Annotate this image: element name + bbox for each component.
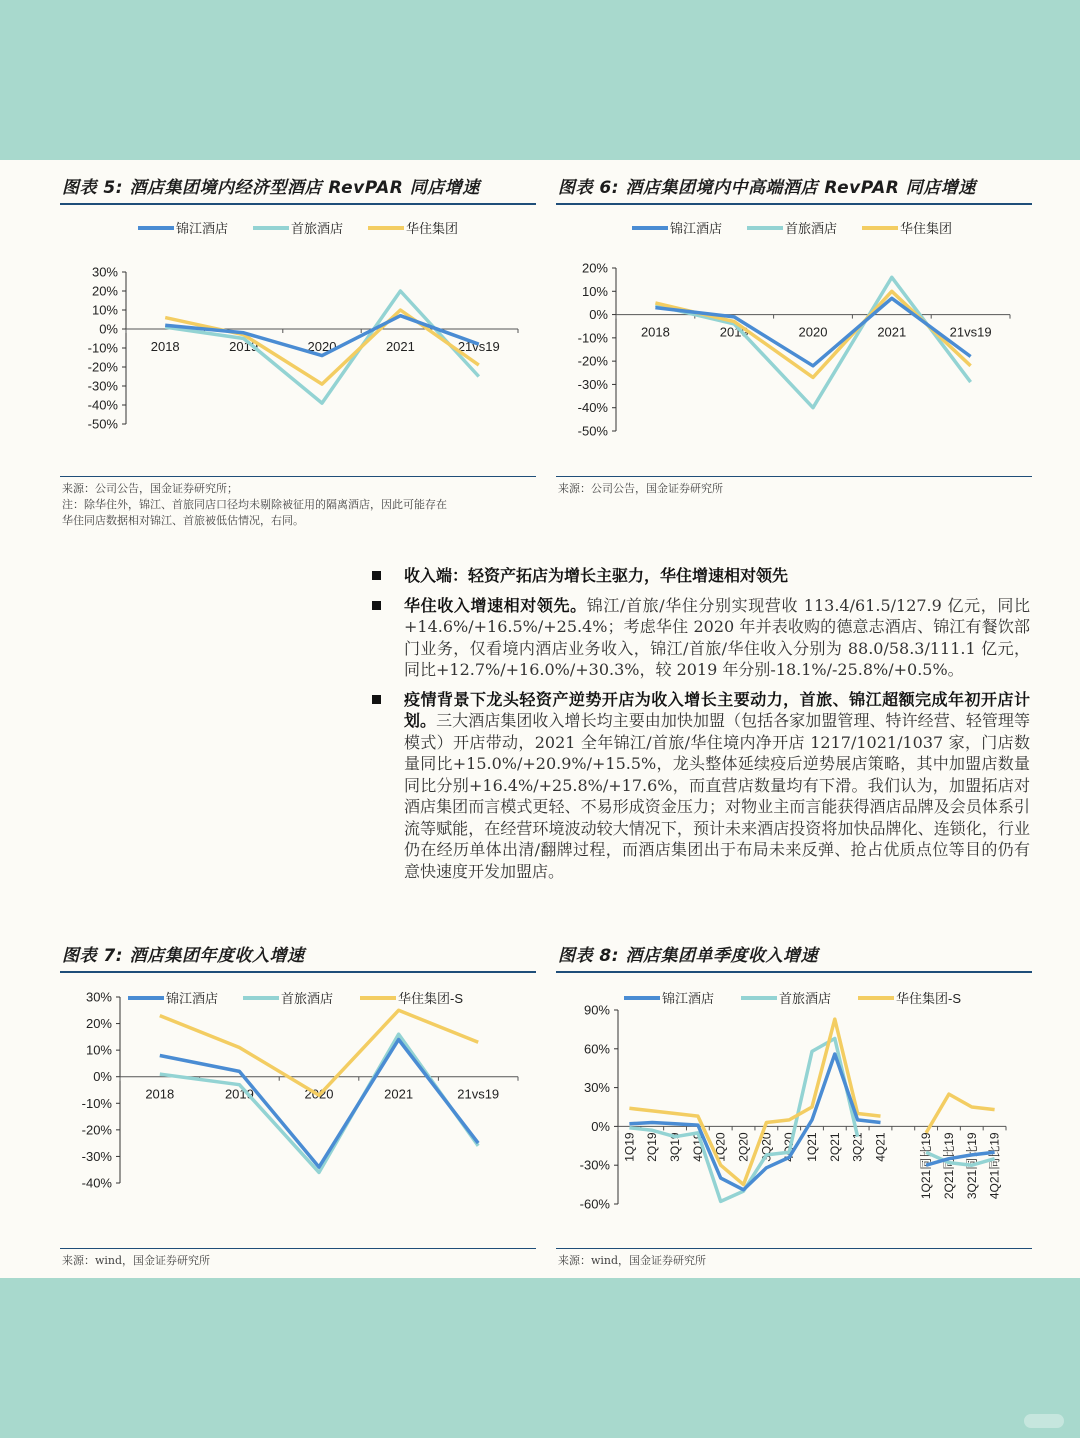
- legend-label-shoulv: 首旅酒店: [291, 221, 344, 236]
- y-tick-label: 10%: [581, 283, 608, 299]
- x-tick-label: 4Q21: [873, 1132, 888, 1162]
- fig5-bottom-rule: [60, 476, 536, 477]
- x-tick-label: 4Q19: [690, 1132, 705, 1162]
- fig6-bottom-rule: [556, 476, 1032, 477]
- y-tick-label: -10%: [87, 340, 118, 356]
- fig6-source: [558, 481, 1034, 497]
- legend-label-huazhu: 华住集团-S: [896, 991, 962, 1006]
- fig7-top-rule: [60, 971, 536, 973]
- x-tick-label: 3Q20: [759, 1132, 774, 1162]
- y-tick-label: -20%: [87, 359, 118, 375]
- fig7-title: 图表 7: 酒店集团年度收入增速: [62, 946, 305, 966]
- y-tick-label: -40%: [81, 1175, 112, 1191]
- legend-label-jinjiang: 锦江酒店: [662, 991, 715, 1006]
- legend-label-shoulv: 首旅酒店: [779, 991, 832, 1006]
- y-tick-label: 0%: [99, 321, 118, 337]
- fig6-chart: [556, 210, 1032, 475]
- x-tick-label: 4Q21同比19: [987, 1132, 1002, 1200]
- fig8-bottom-rule: [556, 1248, 1032, 1249]
- report-page: [0, 160, 1080, 1278]
- legend-label-huazhu: 华住集团-S: [398, 991, 464, 1006]
- bullet-list: [370, 565, 1030, 890]
- legend-label-jinjiang: 锦江酒店: [176, 221, 229, 236]
- x-tick-label: 2020: [307, 339, 337, 354]
- y-tick-label: 10%: [85, 1042, 112, 1058]
- fig7-source: [62, 1253, 538, 1269]
- x-tick-label: 1Q19: [622, 1132, 637, 1162]
- y-tick-label: 30%: [583, 1080, 610, 1096]
- y-tick-label: -30%: [81, 1148, 112, 1164]
- fig8-source: [558, 1253, 1034, 1269]
- x-tick-label: 3Q21: [850, 1132, 865, 1162]
- x-tick-label: 2018: [150, 339, 180, 354]
- fig7-source-line: 来源：wind，国金证券研究所: [62, 1254, 211, 1267]
- fig5-top-rule: [60, 203, 536, 205]
- x-tick-label: 2021: [385, 339, 415, 354]
- x-tick-label: 2019: [719, 324, 749, 340]
- x-tick-label: 1Q21: [805, 1132, 819, 1162]
- x-tick-label: 21vs19: [949, 324, 992, 340]
- legend-label-huazhu: 华住集团: [900, 221, 953, 236]
- y-tick-label: 60%: [583, 1041, 610, 1057]
- bullet-2-heading: 华住收入增速相对领先。: [404, 595, 587, 615]
- y-tick-label: 20%: [85, 1016, 112, 1032]
- series-line-shoulv: [655, 277, 970, 407]
- bullet-mark: [372, 571, 381, 580]
- y-tick-label: -30%: [579, 1157, 610, 1173]
- series-line-shoulv: [160, 1034, 478, 1172]
- x-tick-label: 2018: [640, 324, 670, 340]
- x-tick-label: 2020: [798, 324, 828, 340]
- bullet-3: [370, 689, 1030, 883]
- fig8-source-line: 来源：wind，国金证券研究所: [558, 1254, 707, 1267]
- y-tick-label: 0%: [93, 1069, 112, 1085]
- legend-label-shoulv: 首旅酒店: [281, 991, 334, 1006]
- y-tick-label: -10%: [577, 330, 608, 346]
- legend-label-huazhu: 华住集团: [406, 221, 459, 236]
- fig7-chart: [60, 978, 536, 1246]
- x-tick-label: 1Q20: [713, 1132, 728, 1162]
- bullet-3-body: 三大酒店集团收入增长均主要由加快加盟（包括各家加盟管理、特许经营、轻管理等模式）开店带动，2021 全年锦江/首旅/华住境内净开店 1217/1021/1037 家，门店数量同比+15.0%/+20.9%/+15.5%，龙头整体延续疫后逆势展店策略，其中加盟店数量同比分别+16.4%/+25.8%/+17.6%，而直营店数量均有下滑。我们认为，加盟拓店对酒店集团而言模式更轻、不易形成资金压力；对物业主而言能获得酒店品牌及会员体系引流等赋能，在经营环境波动较大情况下，预计未来酒店投资将加快品牌化、连锁化，行业仍在经历单体出清/翻牌过程，而酒店集团出于布局未来反弹、抢占优质点位等目的仍有意快速度开发加盟店。: [404, 711, 1030, 881]
- x-tick-label: 2020: [304, 1086, 334, 1102]
- y-tick-label: 30%: [91, 264, 118, 280]
- fig8-title: 图表 8: 酒店集团单季度收入增速: [558, 946, 818, 966]
- y-tick-label: -40%: [87, 397, 118, 413]
- series-line-jinjiang: [160, 1040, 478, 1168]
- x-tick-label: 2021: [384, 1086, 414, 1102]
- fig5-source-line: 来源：公司公告，国金证券研究所；: [62, 482, 238, 495]
- y-tick-label: -10%: [81, 1095, 112, 1111]
- bullet-mark: [372, 601, 381, 610]
- x-tick-label: 2019: [229, 339, 259, 354]
- fig5-title: 图表 5: 酒店集团境内经济型酒店 RevPAR 同店增速: [62, 178, 480, 198]
- x-tick-label: 4Q20: [782, 1132, 797, 1162]
- y-tick-label: 10%: [91, 302, 118, 318]
- fig8-top-rule: [556, 971, 1032, 973]
- x-tick-label: 2019: [224, 1086, 254, 1102]
- bullet-1-heading: 收入端：轻资产拓店为增长主驱力，华住增速相对领先: [404, 566, 789, 585]
- fig6-source-line: 来源：公司公告，国金证券研究所: [558, 482, 723, 495]
- y-tick-label: 0%: [589, 307, 608, 323]
- y-tick-label: -20%: [577, 353, 608, 369]
- y-tick-label: 30%: [85, 989, 112, 1005]
- bullet-2: [370, 595, 1030, 681]
- y-tick-label: 20%: [91, 283, 118, 299]
- x-tick-label: 1Q21同比19: [919, 1132, 934, 1200]
- legend-label-jinjiang: 锦江酒店: [166, 991, 219, 1006]
- bullet-mark: [372, 695, 381, 704]
- x-tick-label: 2021: [877, 324, 907, 340]
- y-tick-label: -20%: [81, 1122, 112, 1138]
- bullet-1: [370, 565, 1030, 587]
- x-tick-label: 2Q20: [736, 1132, 751, 1162]
- fig5-source: [62, 481, 538, 529]
- fig5-note-line: 华住同店数据相对锦江、首旅被低估情况，右同。: [62, 514, 304, 527]
- bullet-2-body: 锦江/首旅/华住分别实现营收 113.4/61.5/127.9 亿元，同比+14.6%/+16.5%/+25.4%；考虑华住 2020 年并表收购的德意志酒店、锦江有餐饮部门业务，仅看境内酒店业务收入，锦江/首旅/华住收入分别为 88.0/58.3/111.1 亿元，同比+12.7%/+16.0%/+30.3%，较 2019 年分别-18.1%/-25.8%/+0.5%。: [404, 595, 1030, 679]
- legend-label-jinjiang: 锦江酒店: [670, 221, 723, 236]
- y-tick-label: -50%: [87, 416, 118, 432]
- y-tick-label: 20%: [581, 260, 608, 276]
- y-tick-label: -30%: [87, 378, 118, 394]
- fig6-title: 图表 6: 酒店集团境内中高端酒店 RevPAR 同店增速: [558, 178, 976, 198]
- fig5-note-line: 注：除华住外，锦江、首旅同店口径均未剔除被征用的隔离酒店，因此可能存在: [62, 498, 447, 511]
- x-tick-label: 3Q21同比19: [964, 1132, 979, 1200]
- y-tick-label: -30%: [577, 376, 608, 392]
- x-tick-label: 2Q21: [827, 1132, 842, 1162]
- x-tick-label: 2Q19: [645, 1132, 660, 1162]
- x-tick-label: 21vs19: [457, 339, 500, 354]
- x-tick-label: 21vs19: [457, 1086, 500, 1102]
- watermark-badge: [1024, 1414, 1064, 1428]
- fig8-chart: [556, 978, 1032, 1246]
- y-tick-label: -60%: [579, 1196, 610, 1212]
- bullet-3-heading: 疫情背景下龙头轻资产逆势开店为收入增长主要动力，首旅、锦江超额完成年初开店计划。: [404, 689, 1030, 730]
- y-tick-label: -50%: [577, 423, 608, 439]
- fig5-chart: [60, 210, 536, 475]
- y-tick-label: -40%: [577, 400, 608, 416]
- x-tick-label: 2018: [145, 1086, 175, 1102]
- y-tick-label: 90%: [583, 1002, 610, 1018]
- x-tick-label: 3Q19: [668, 1132, 683, 1162]
- x-tick-label: 2Q21同比19: [941, 1132, 956, 1200]
- y-tick-label: 0%: [591, 1118, 610, 1134]
- fig7-bottom-rule: [60, 1248, 536, 1249]
- fig6-top-rule: [556, 203, 1032, 205]
- legend-label-shoulv: 首旅酒店: [785, 221, 838, 236]
- series-line-jinjiang: [629, 1054, 994, 1190]
